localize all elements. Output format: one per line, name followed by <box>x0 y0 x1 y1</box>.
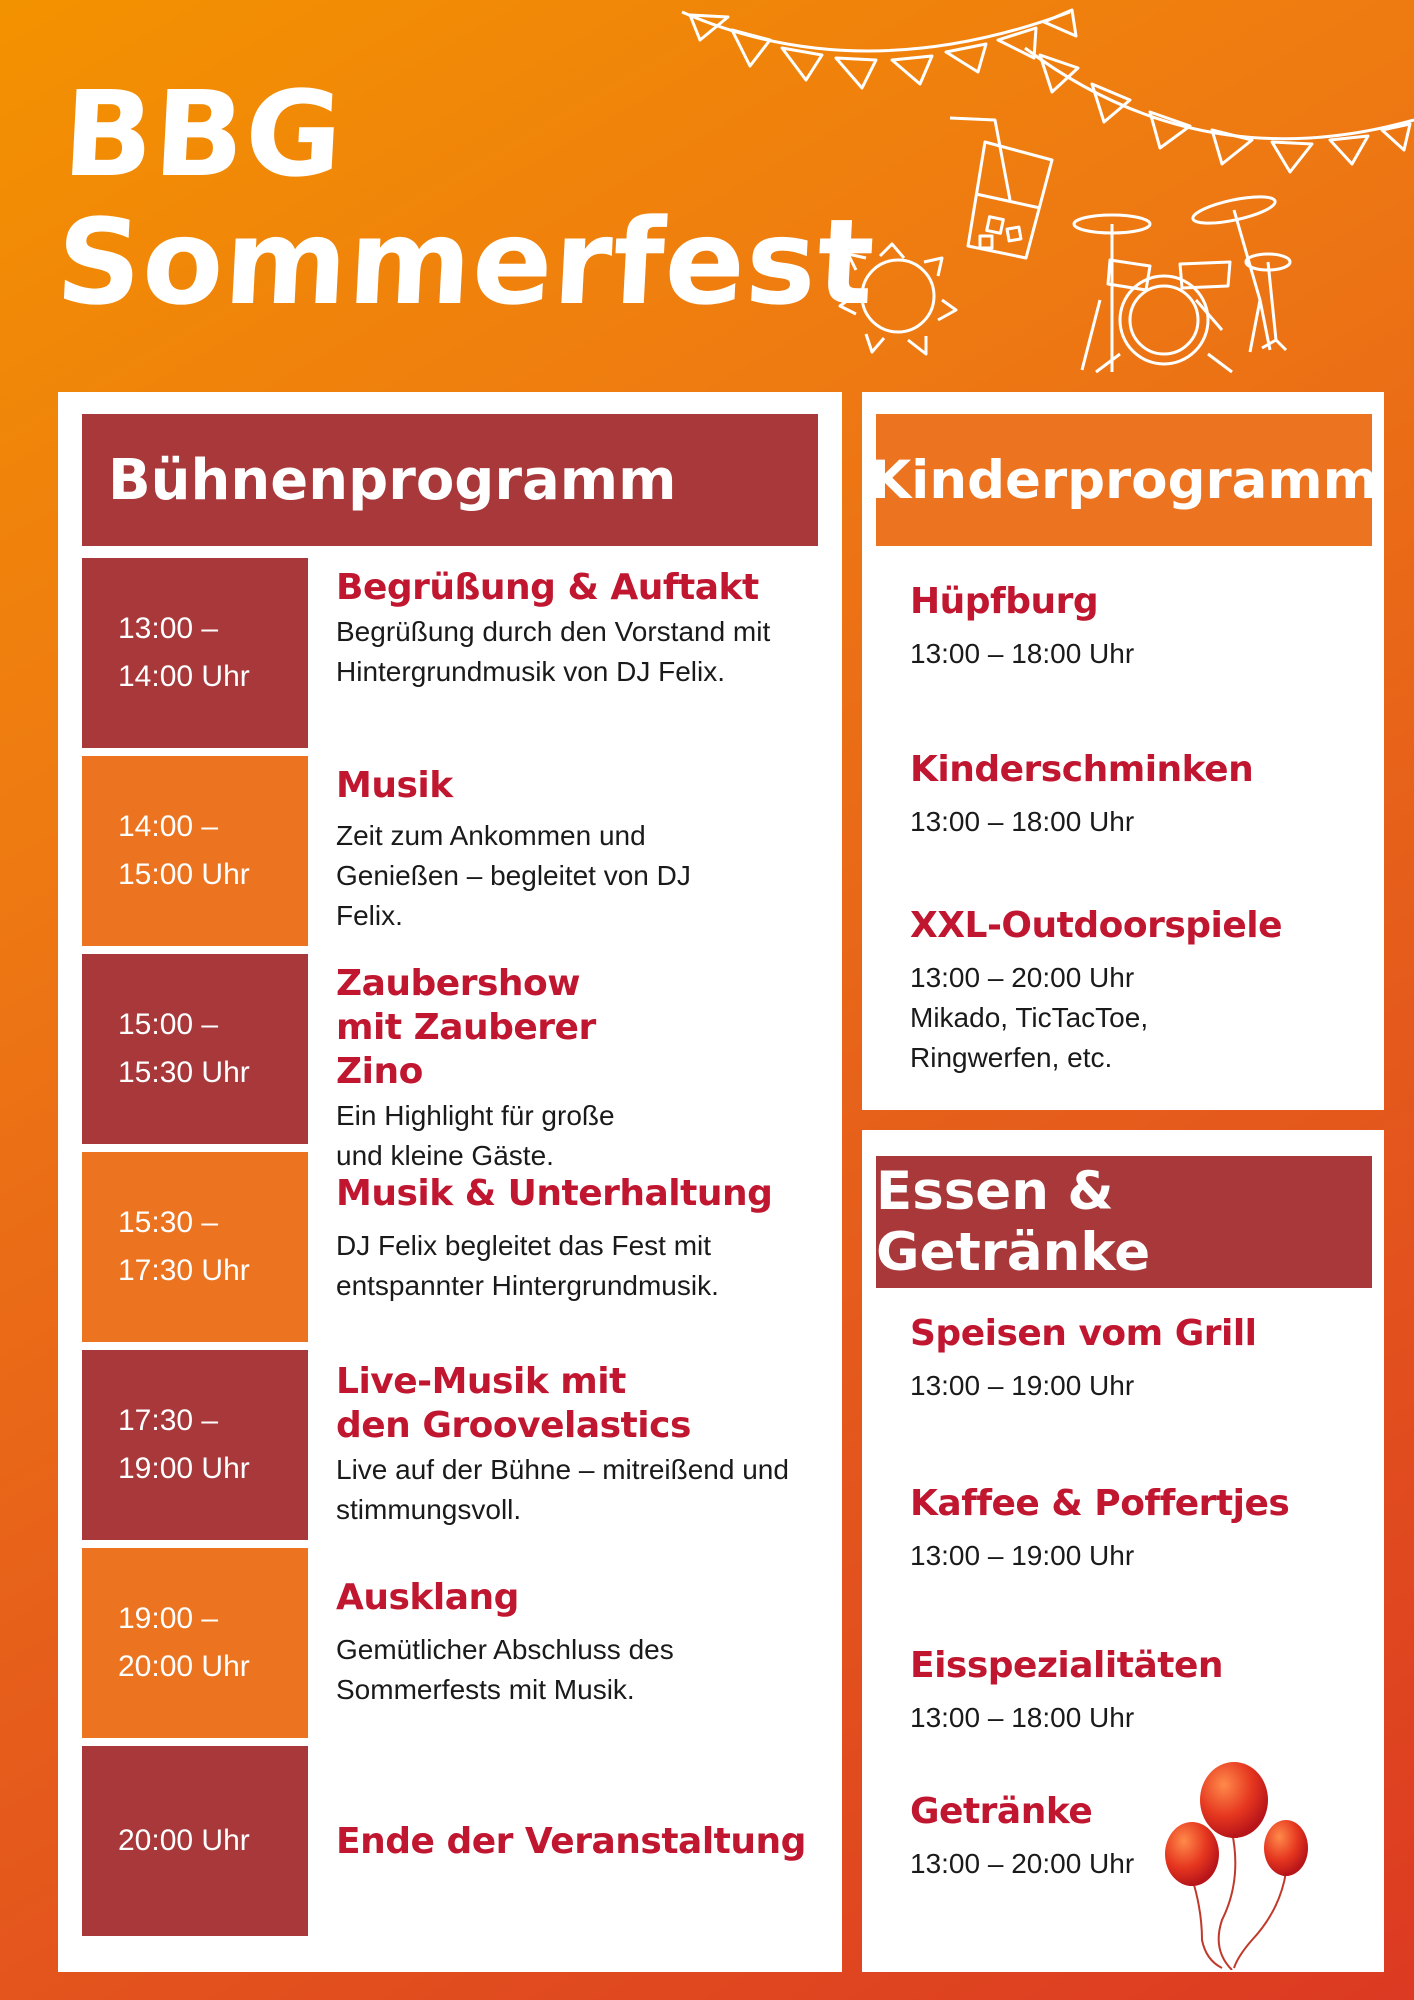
time-end: 20:00 Uhr <box>118 1650 250 1683</box>
event-title: Live-Musik mit den Groovelastics <box>336 1361 691 1446</box>
event-info <box>336 1360 806 1530</box>
food-item <box>910 1312 1360 1406</box>
drum-kit-icon <box>1074 191 1290 372</box>
item-title: Speisen vom Grill <box>910 1313 1257 1354</box>
title-line-2: Sommerfest <box>53 193 879 331</box>
food-item <box>910 1644 1360 1738</box>
event-title: Ende der Veranstaltung <box>336 1821 806 1862</box>
event-description: Begrüßung durch den Vorstand mit Hintergrundmusik von DJ Felix. <box>336 616 771 687</box>
event-info <box>336 1576 806 1710</box>
time-start: 17:30 – <box>118 1404 219 1437</box>
title-line-1: BBG <box>59 65 347 203</box>
item-time: 13:00 – 19:00 Uhr <box>910 1370 1135 1401</box>
time-box <box>82 1548 308 1738</box>
stage-item <box>82 1746 818 1936</box>
event-title: Musik <box>336 765 453 806</box>
drink-cup-icon <box>950 118 1052 258</box>
time-end: 19:00 Uhr <box>118 1452 250 1485</box>
time-end: 17:30 Uhr <box>118 1254 250 1287</box>
time-end: 15:30 Uhr <box>118 1056 250 1089</box>
event-description: Gemütlicher Abschluss des Sommerfests mit Musik. <box>336 1634 674 1705</box>
item-title: Eisspezialitäten <box>910 1645 1223 1686</box>
time-start: 13:00 – <box>118 612 219 645</box>
stage-program-heading: Bühnenprogramm <box>82 414 818 546</box>
time-start: 20:00 Uhr <box>118 1824 250 1857</box>
event-title: Musik & Unterhaltung <box>336 1173 773 1214</box>
event-title: Ausklang <box>336 1577 519 1618</box>
event-description: Zeit zum Ankommen und Genießen – begleitet von DJ Felix. <box>336 820 691 931</box>
item-title: XXL-Outdoorspiele <box>910 905 1283 946</box>
item-title: Kinderschminken <box>910 749 1254 790</box>
stage-item <box>82 558 818 748</box>
event-title: Begrüßung & Auftakt <box>336 567 759 608</box>
stage-item <box>82 756 818 946</box>
item-time: 13:00 – 20:00 Uhr <box>910 962 1135 993</box>
kids-program-panel <box>862 392 1384 1110</box>
header-decorations <box>0 0 1414 400</box>
balloons-icon <box>1162 1760 1362 1970</box>
event-description: Live auf der Bühne – mitreißend und stimmungsvoll. <box>336 1454 789 1525</box>
item-time: 13:00 – 18:00 Uhr <box>910 638 1135 669</box>
event-info <box>336 962 806 1176</box>
food-drinks-heading: Essen & Getränke <box>876 1156 1372 1288</box>
bunting-icon <box>682 10 1414 172</box>
item-time: 13:00 – 18:00 Uhr <box>910 1702 1135 1733</box>
item-time: 13:00 – 20:00 Uhr <box>910 1848 1135 1879</box>
event-title: Zaubershow mit Zauberer Zino <box>336 963 596 1092</box>
stage-program-panel <box>58 392 842 1972</box>
sun-icon <box>840 244 956 354</box>
kids-item <box>910 904 1360 1078</box>
kids-item <box>910 580 1360 674</box>
event-description: DJ Felix begleitet das Fest mit entspannter Hintergrundmusik. <box>336 1230 719 1301</box>
stage-item <box>82 1350 818 1540</box>
item-title: Getränke <box>910 1791 1093 1832</box>
event-info <box>336 764 806 936</box>
time-start: 14:00 – <box>118 810 219 843</box>
time-box <box>82 1152 308 1342</box>
event-info <box>336 1172 806 1306</box>
kids-program-heading: Kinderprogramm <box>876 414 1372 546</box>
event-description: Ein Highlight für große und kleine Gäste. <box>336 1100 615 1171</box>
item-time: 13:00 – 18:00 Uhr <box>910 806 1135 837</box>
food-drinks-panel <box>862 1130 1384 1972</box>
time-start: 15:30 – <box>118 1206 219 1239</box>
food-item <box>910 1482 1360 1576</box>
time-start: 15:00 – <box>118 1008 219 1041</box>
item-title: Kaffee & Poffertjes <box>910 1483 1290 1524</box>
kids-item <box>910 748 1360 842</box>
time-box <box>82 756 308 946</box>
time-end: 14:00 Uhr <box>118 660 250 693</box>
stage-item <box>82 1152 818 1342</box>
time-start: 19:00 – <box>118 1602 219 1635</box>
time-box <box>82 558 308 748</box>
stage-item <box>82 954 818 1171</box>
time-end: 15:00 Uhr <box>118 858 250 891</box>
stage-item <box>82 1548 818 1738</box>
event-info <box>336 1820 806 1864</box>
item-title: Hüpfburg <box>910 581 1099 622</box>
event-info <box>336 566 806 692</box>
item-description: Mikado, TicTacToe, Ringwerfen, etc. <box>910 1002 1149 1073</box>
time-box <box>82 954 308 1144</box>
item-time: 13:00 – 19:00 Uhr <box>910 1540 1135 1571</box>
time-box <box>82 1746 308 1936</box>
time-box <box>82 1350 308 1540</box>
